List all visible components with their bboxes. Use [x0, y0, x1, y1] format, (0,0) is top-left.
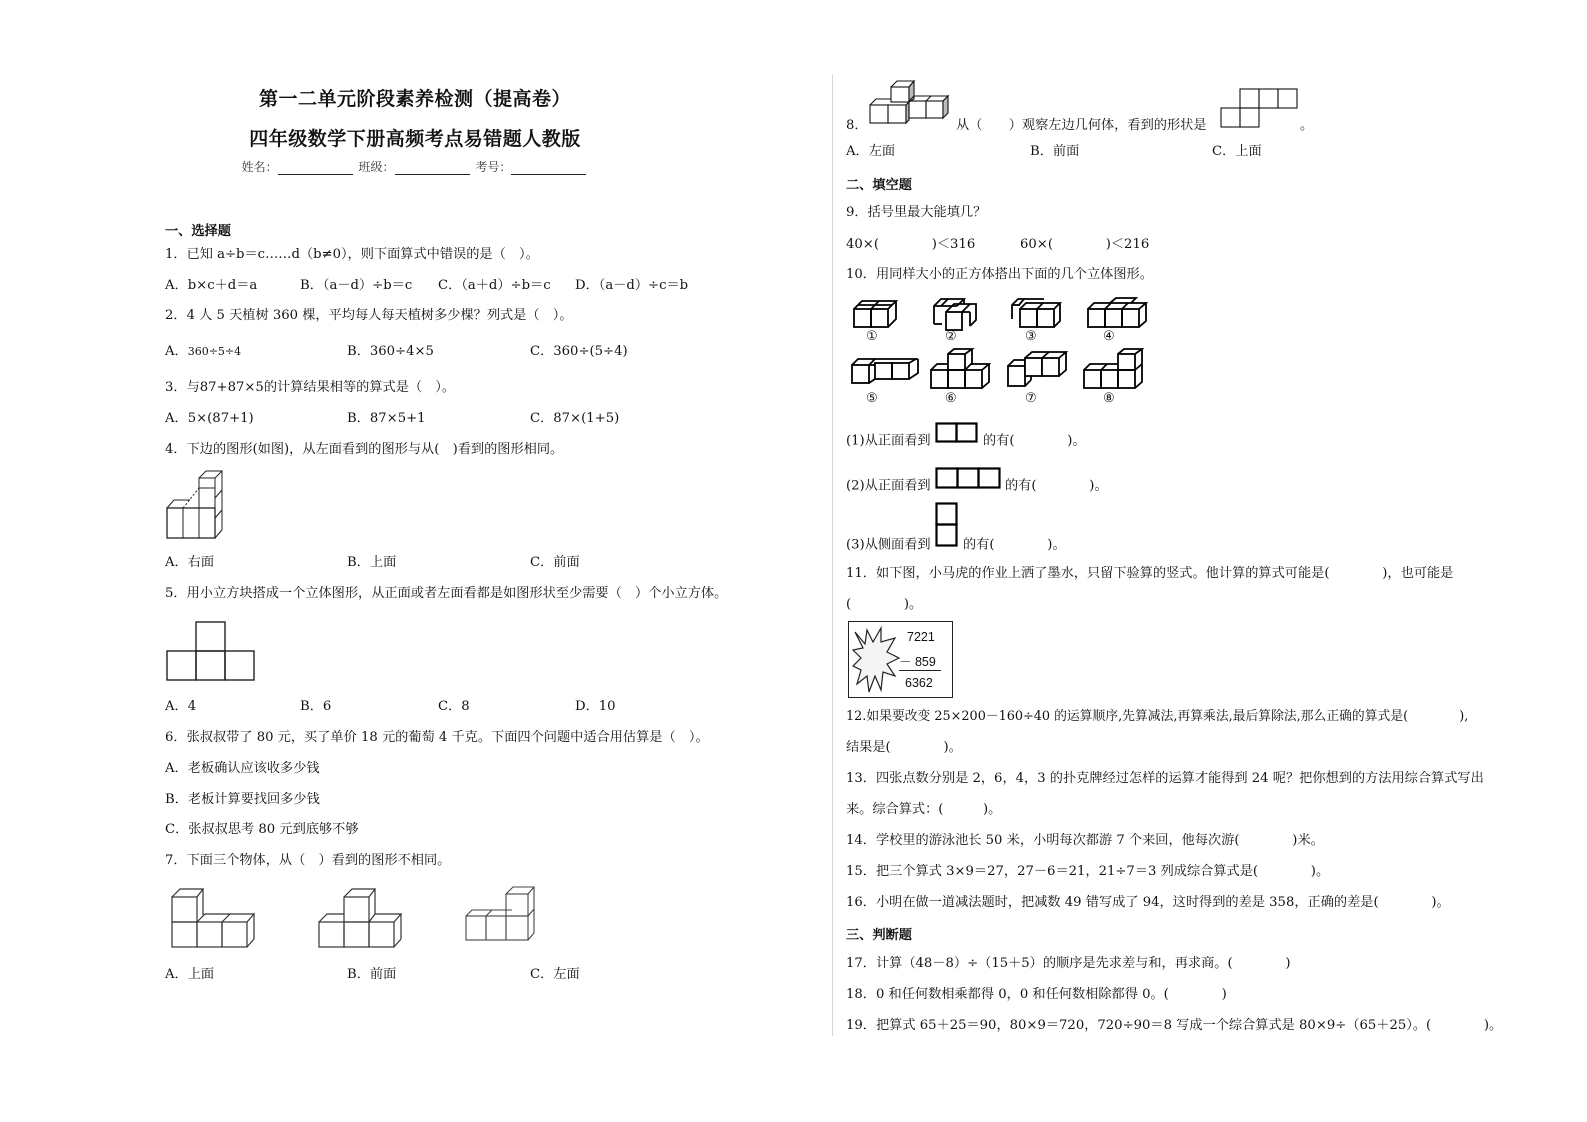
q7-object-1-figure — [170, 885, 258, 949]
q2-option-a-math: 360÷5÷4 — [187, 345, 242, 358]
q10-sub3-answer[interactable]: 的有( )。 — [963, 537, 1066, 553]
q9-expression-1[interactable]: 40×( )＜316 — [846, 237, 976, 252]
exam-number-field[interactable] — [511, 162, 586, 175]
q1-option-a[interactable]: A．b×c＋d＝a — [165, 278, 258, 293]
q10-sub1-view-icon — [935, 432, 979, 450]
q7-object-3-figure — [464, 886, 546, 944]
q7-object-2-figure — [317, 883, 405, 949]
q10-figure-1 — [852, 297, 904, 330]
q8-stem: 从（ ）观察左边几何体，看到的形状是 — [956, 118, 1207, 133]
q7-option-b[interactable]: B．前面 — [347, 967, 397, 982]
q5-stem: 5．用小立方块搭成一个立体图形，从正面或者左面看都是如图形状至少需要（ ）个小立方体。 — [165, 586, 728, 601]
q10-label-2: ② — [945, 329, 957, 344]
q4-cube-figure — [166, 470, 238, 540]
section-judge-title: 三、判断题 — [846, 928, 912, 943]
q10-label-6: ⑥ — [945, 391, 957, 406]
q2-option-b-label: B． — [347, 344, 370, 359]
q3-option-b-label: B． — [347, 411, 370, 426]
q7-option-a[interactable]: A．上面 — [165, 967, 215, 982]
q3-option-a[interactable] — [165, 410, 254, 428]
q2-option-a-label: A． — [165, 344, 188, 359]
q11-calc-top: 7221 — [907, 630, 935, 644]
q11-calc-minus: － 859 — [899, 652, 941, 671]
q10-sub3 — [846, 536, 1066, 555]
q1-option-b[interactable]: B．（a－d）÷b＝c — [300, 278, 413, 293]
q6-stem: 6．张叔叔带了 80 元，买了单价 18 元的葡萄 4 千克。下面四个问题中适合用估算是（ ）。 — [165, 730, 709, 745]
q2-option-c-label: C． — [530, 344, 554, 359]
q8-view-figure — [1220, 88, 1298, 128]
q5-option-b[interactable]: B．6 — [300, 699, 332, 714]
q10-sub2-prefix: (2)从正面看到 — [846, 478, 931, 494]
q19-stem: 19．把算式 65＋25＝90，80×9＝720，720÷90＝8 写成一个综合算式是 80×9÷（65＋25）。( )。 — [846, 1018, 1503, 1033]
exam-subtitle: 四年级数学下册高频考点易错题人教版 — [249, 128, 581, 150]
q10-figure-3 — [1010, 297, 1062, 330]
q10-figure-7 — [1006, 350, 1068, 390]
q10-sub1 — [846, 432, 1086, 451]
q2-option-c-math: 360÷(5÷4) — [553, 344, 628, 359]
q11-stem-cont[interactable]: ( )。 — [846, 597, 923, 612]
name-label: 姓名： — [241, 160, 278, 174]
q4-option-b[interactable]: B．上面 — [347, 555, 397, 570]
right-page — [838, 0, 1587, 1122]
q10-label-7: ⑦ — [1025, 391, 1037, 406]
section-fill-title: 二、填空题 — [846, 178, 912, 193]
q1-option-d[interactable]: D．（a－d）÷c＝b — [575, 278, 689, 293]
q10-sub3-prefix: (3)从侧面看到 — [846, 537, 931, 553]
q3-option-b[interactable] — [347, 410, 426, 428]
q5-option-a[interactable]: A．4 — [165, 699, 197, 714]
q10-sub3-view-icon — [935, 536, 959, 554]
q1-option-c[interactable]: C．（a＋d）÷b＝c — [438, 278, 551, 293]
q10-label-5: ⑤ — [866, 391, 878, 406]
q10-sub1-prefix: (1)从正面看到 — [846, 433, 931, 449]
q16-stem: 16．小明在做一道减法题时，把减数 49 错写成了 94，这时得到的差是 358，正确的差是( )。 — [846, 895, 1450, 910]
q13-stem-cont[interactable]: 来。综合算式：( )。 — [846, 802, 1002, 817]
q3-option-c-math: 87×(1+5) — [553, 411, 620, 426]
q2-option-b-math: 360÷4×5 — [369, 344, 434, 359]
q3-option-b-math: 87×5+1 — [369, 411, 426, 426]
q6-option-b[interactable]: B．老板计算要找回多少钱 — [165, 792, 320, 807]
q11-stem: 11．如下图，小马虎的作业上洒了墨水，只留下验算的竖式。他计算的算式可能是( )，也可能是 — [846, 566, 1454, 581]
q2-option-a[interactable] — [165, 343, 241, 361]
q10-sub1-answer[interactable]: 的有( )。 — [983, 433, 1086, 449]
q6-option-a[interactable]: A．老板确认应该收多少钱 — [165, 761, 320, 776]
q5-option-c[interactable]: C．8 — [438, 699, 470, 714]
q5-option-d[interactable]: D．10 — [575, 699, 616, 714]
q13-stem: 13．四张点数分别是 2，6，4，3 的扑克牌经过怎样的运算才能得到 24 呢？把你想到的方法用综合算式写出 — [846, 771, 1484, 786]
q2-option-c[interactable] — [530, 343, 628, 361]
q10-sub2-answer[interactable]: 的有( )。 — [1005, 478, 1108, 494]
q10-label-4: ④ — [1103, 329, 1115, 344]
q10-sub2-view-icon — [935, 477, 1001, 495]
q3-stem: 3．与87+87×5的计算结果相等的算式是（ ）。 — [165, 380, 456, 395]
q3-option-a-math: 5×(87+1) — [187, 411, 254, 426]
q17-stem: 17．计算（48－8）÷（15＋5）的顺序是先求差与和，再求商。( ) — [846, 956, 1291, 971]
class-label: 班级： — [358, 160, 395, 174]
q10-label-1: ① — [866, 329, 878, 344]
q3-option-c-label: C． — [530, 411, 554, 426]
q12-stem: 12.如果要改变 25×200－160÷40 的运算顺序,先算减法,再算乘法,最后算除法,那么正确的算式是( ), — [846, 709, 1469, 724]
q3-option-c[interactable] — [530, 410, 619, 428]
q4-stem: 4．下边的图形(如图)，从左面看到的图形与从( )看到的图形相同。 — [165, 442, 564, 457]
q12-stem-cont[interactable]: 结果是( )。 — [846, 740, 962, 755]
q8-stem-end: 。 — [1300, 118, 1314, 133]
q10-label-8: ⑧ — [1103, 391, 1115, 406]
q7-option-c[interactable]: C．左面 — [530, 967, 580, 982]
q11-ink-calculation-figure — [848, 621, 953, 698]
q10-figure-6 — [929, 348, 991, 390]
q9-stem: 9．括号里最大能填几？ — [846, 205, 987, 220]
q10-figure-4 — [1086, 297, 1148, 330]
q10-figure-5 — [850, 353, 920, 385]
q10-figure-8 — [1082, 348, 1144, 390]
q2-option-b[interactable] — [347, 343, 434, 361]
q10-stem: 10．用同样大小的正方体搭出下面的几个立体图形。 — [846, 267, 1153, 282]
q5-view-figure — [166, 621, 258, 683]
q6-option-c[interactable]: C．张叔叔思考 80 元到底够不够 — [165, 822, 359, 837]
exam-title: 第一二单元阶段素养检测（提高卷） — [258, 88, 571, 110]
q8-option-a[interactable]: A．左面 — [846, 144, 896, 159]
name-field[interactable] — [278, 162, 353, 175]
q9-expression-2[interactable]: 60×( )＜216 — [1020, 237, 1150, 252]
q11-calc-result: 6362 — [905, 676, 933, 690]
q7-stem: 7．下面三个物体，从（ ）看到的图形不相同。 — [165, 853, 451, 868]
class-field[interactable] — [395, 162, 470, 175]
q8-option-b[interactable]: B．前面 — [1030, 144, 1080, 159]
q15-stem: 15．把三个算式 3×9＝27，27－6＝21，21÷7＝3 列成综合算式是( )。 — [846, 864, 1330, 879]
q10-label-3: ③ — [1025, 329, 1037, 344]
q10-sub2 — [846, 477, 1108, 496]
q14-stem: 14．学校里的游泳池长 50 米，小明每次都游 7 个来回，他每次游( )米。 — [846, 833, 1324, 848]
exam-number-label: 考号： — [475, 160, 512, 174]
section-choice-title: 一、选择题 — [165, 224, 231, 239]
q2-stem: 2．4 人 5 天植树 360 棵，平均每人每天植树多少棵？列式是（ ）。 — [165, 308, 573, 323]
q8-cube-figure — [868, 78, 952, 128]
q8-option-c[interactable]: C．上面 — [1212, 144, 1262, 159]
q10-figure-2 — [932, 296, 982, 332]
q8-number: 8． — [846, 118, 868, 133]
q1-stem: 1．已知 a÷b＝c……d（b≠0），则下面算式中错误的是（ ）。 — [165, 247, 539, 262]
q4-option-a[interactable]: A．右面 — [165, 555, 215, 570]
q4-option-c[interactable]: C．前面 — [530, 555, 580, 570]
student-info-row — [0, 158, 830, 175]
page-divider — [832, 74, 833, 1036]
q3-option-a-label: A． — [165, 411, 188, 426]
q18-stem: 18．0 和任何数相乘都得 0，0 和任何数相除都得 0。( ) — [846, 987, 1227, 1002]
ink-splash-icon — [851, 626, 901, 696]
